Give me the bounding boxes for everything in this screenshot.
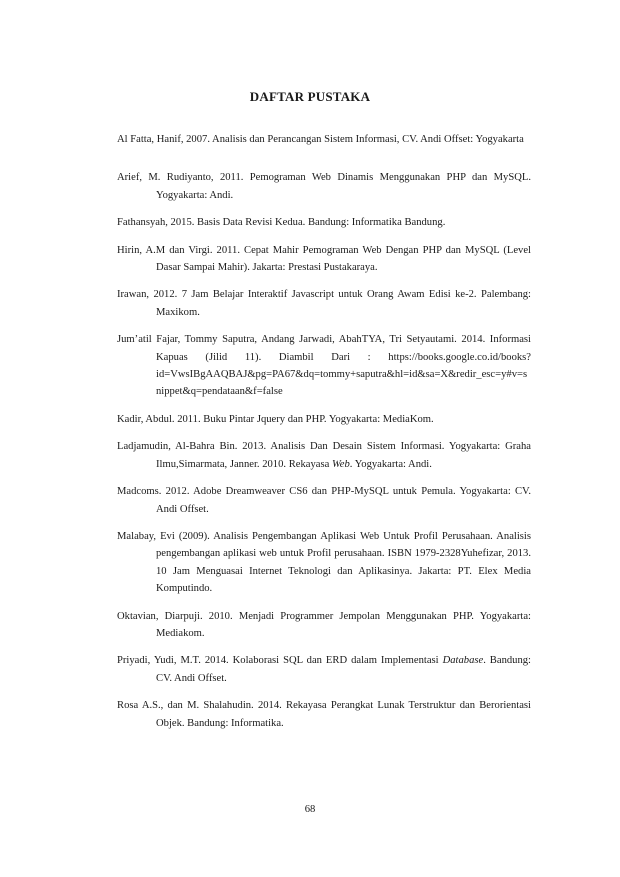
page-number: 68 xyxy=(304,804,316,815)
page-title: DAFTAR PUSTAKA xyxy=(249,89,371,104)
reference-priyadi-italic: Database xyxy=(442,655,484,667)
reference-malabay: Malabay, Evi (2009). Analisis Pengembangan Aplikasi Web Untuk Profil Perusahaan. Analisis pengembangan aplikasi web untuk Profil perusahaan. ISBN 1979-2328Yuhefizar, 2013. 10 Jam Menguasai Internet Teknologi dan Aplikasinya. Jakarta: PT. Elex Media Komputindo. xyxy=(117,530,531,595)
reference-ladjamudin-tail: . Yogyakarta: Andi. xyxy=(349,458,432,470)
reference-priyadi-tail: . Bandung: CV. Andi Offset. xyxy=(156,655,531,684)
reference-ladjamudin-italic: Web xyxy=(331,458,350,470)
reference-irawan: Irawan, 2012. 7 Jam Belajar Interaktif Javascript untuk Orang Awam Edisi ke-2. Palembang: Maxikom. xyxy=(117,289,531,318)
reference-alfatta: Al Fatta, Hanif, 2007. Analisis dan Perancangan Sistem Informasi, CV. Andi Offset: Yogyakarta xyxy=(117,134,524,145)
reference-priyadi xyxy=(117,652,531,687)
reference-jumatil: Jum’atil Fajar, Tommy Saputra, Andang Jarwadi, AbahTYA, Tri Setyautami. 2014. Informasi Kapuas (Jilid 11). Diambil Dari : https://books.google.co.id/books?id=VwsIBgAAQBAJ&pg=PA67&dq=tommy+saputra&hl=id&sa=X&redir_esc=y#v=snippet&q=pendataan&f=false xyxy=(117,334,531,398)
reference-madcoms: Madcoms. 2012. Adobe Dreamweaver CS6 dan PHP-MySQL untuk Pemula. Yogyakarta: CV. Andi Offset. xyxy=(117,486,531,515)
reference-rosa: Rosa A.S., dan M. Shalahudin. 2014. Rekayasa Perangkat Lunak Terstruktur dan Berorientasi Objek. Bandung: Informatika. xyxy=(117,700,531,729)
reference-ladjamudin xyxy=(117,438,531,473)
reference-ladjamudin-main: Ladjamudin, Al-Bahra Bin. 2013. Analisis Dan Desain Sistem Informasi. Yogyakarta: Graha Ilmu,Simarmata, Janner. 2010. Rekayasa xyxy=(117,441,531,470)
reference-kadir: Kadir, Abdul. 2011. Buku Pintar Jquery dan PHP. Yogyakarta: MediaKom. xyxy=(117,413,434,425)
reference-priyadi-main: Priyadi, Yudi, M.T. 2014. Kolaborasi SQL dan ERD dalam Implementasi xyxy=(117,655,443,667)
reference-fathansyah: Fathansyah, 2015. Basis Data Revisi Kedua. Bandung: Informatika Bandung. xyxy=(117,217,446,229)
reference-hirin: Hirin, A.M dan Virgi. 2011. Cepat Mahir Pemograman Web Dengan PHP dan MySQL (Level Dasar Sampai Mahir). Jakarta: Prestasi Pustakaraya. xyxy=(117,244,531,274)
reference-list xyxy=(117,131,531,732)
reference-oktavian: Oktavian, Diarpuji. 2010. Menjadi Programmer Jempolan Menggunakan PHP. Yogyakarta: Mediakom. xyxy=(117,610,531,639)
reference-arief: Arief, M. Rudiyanto, 2011. Pemograman Web Dinamis Menggunakan PHP dan MySQL. Yogyakarta: Andi. xyxy=(117,172,531,201)
